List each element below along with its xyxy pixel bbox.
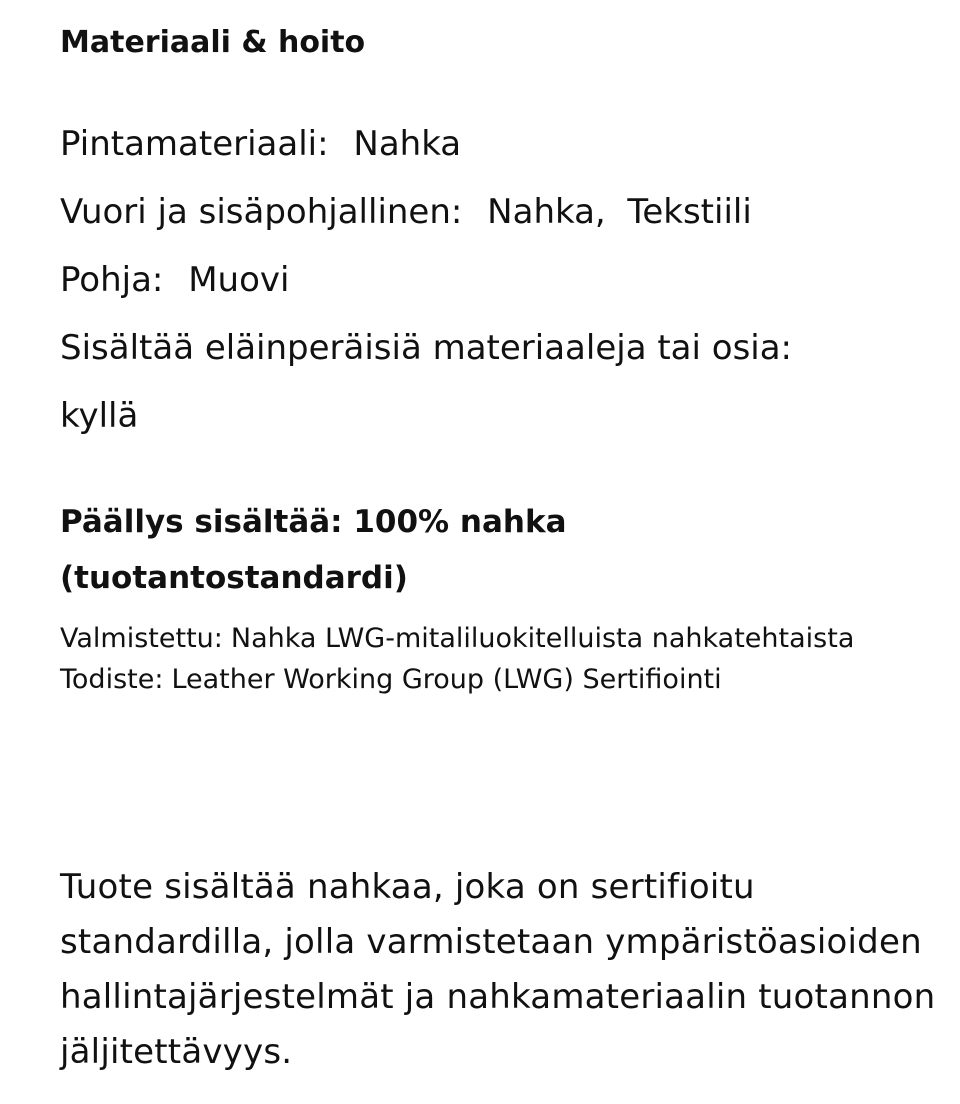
cover-composition: Päällys sisältää: 100% nahka (tuotantostandardi) <box>60 504 567 596</box>
proof-value: Leather Working Group (LWG) Sertifiointi <box>171 664 722 695</box>
section-title: Materiaali & hoito <box>60 25 366 60</box>
material-value: Nahka, <box>487 192 606 232</box>
material-row-animal-origin <box>60 326 792 370</box>
made-value: Nahka LWG-mitaliluokitelluista nahkatehtaista <box>230 623 855 654</box>
material-label: Pintamateriaali: <box>60 124 329 164</box>
material-value: Nahka <box>353 124 462 164</box>
material-row-animal-origin-value <box>60 394 138 438</box>
material-value: Muovi <box>188 260 290 300</box>
material-row-lining <box>60 190 752 234</box>
proof-line <box>60 659 920 700</box>
material-value: Tekstiili <box>627 192 752 232</box>
material-row-sole <box>60 258 289 302</box>
material-row-surface <box>60 122 461 166</box>
material-value: kyllä <box>60 396 139 436</box>
made-label: Valmistettu: <box>60 623 223 654</box>
origin-info <box>60 618 920 700</box>
material-label: Vuori ja sisäpohjallinen: <box>60 192 463 232</box>
proof-label: Todiste: <box>60 664 164 695</box>
made-in-line <box>60 618 920 659</box>
certification-statement: Tuote sisältää nahkaa, joka on sertifioitu standardilla, jolla varmistetaan ympäristöasioiden hallintajärjestelmät ja nahkamateriaalin tuotannon jäljitettävyys. <box>60 867 936 1072</box>
material-label: Sisältää eläinperäisiä materiaaleja tai osia: <box>60 328 793 368</box>
material-label: Pohja: <box>60 260 164 300</box>
